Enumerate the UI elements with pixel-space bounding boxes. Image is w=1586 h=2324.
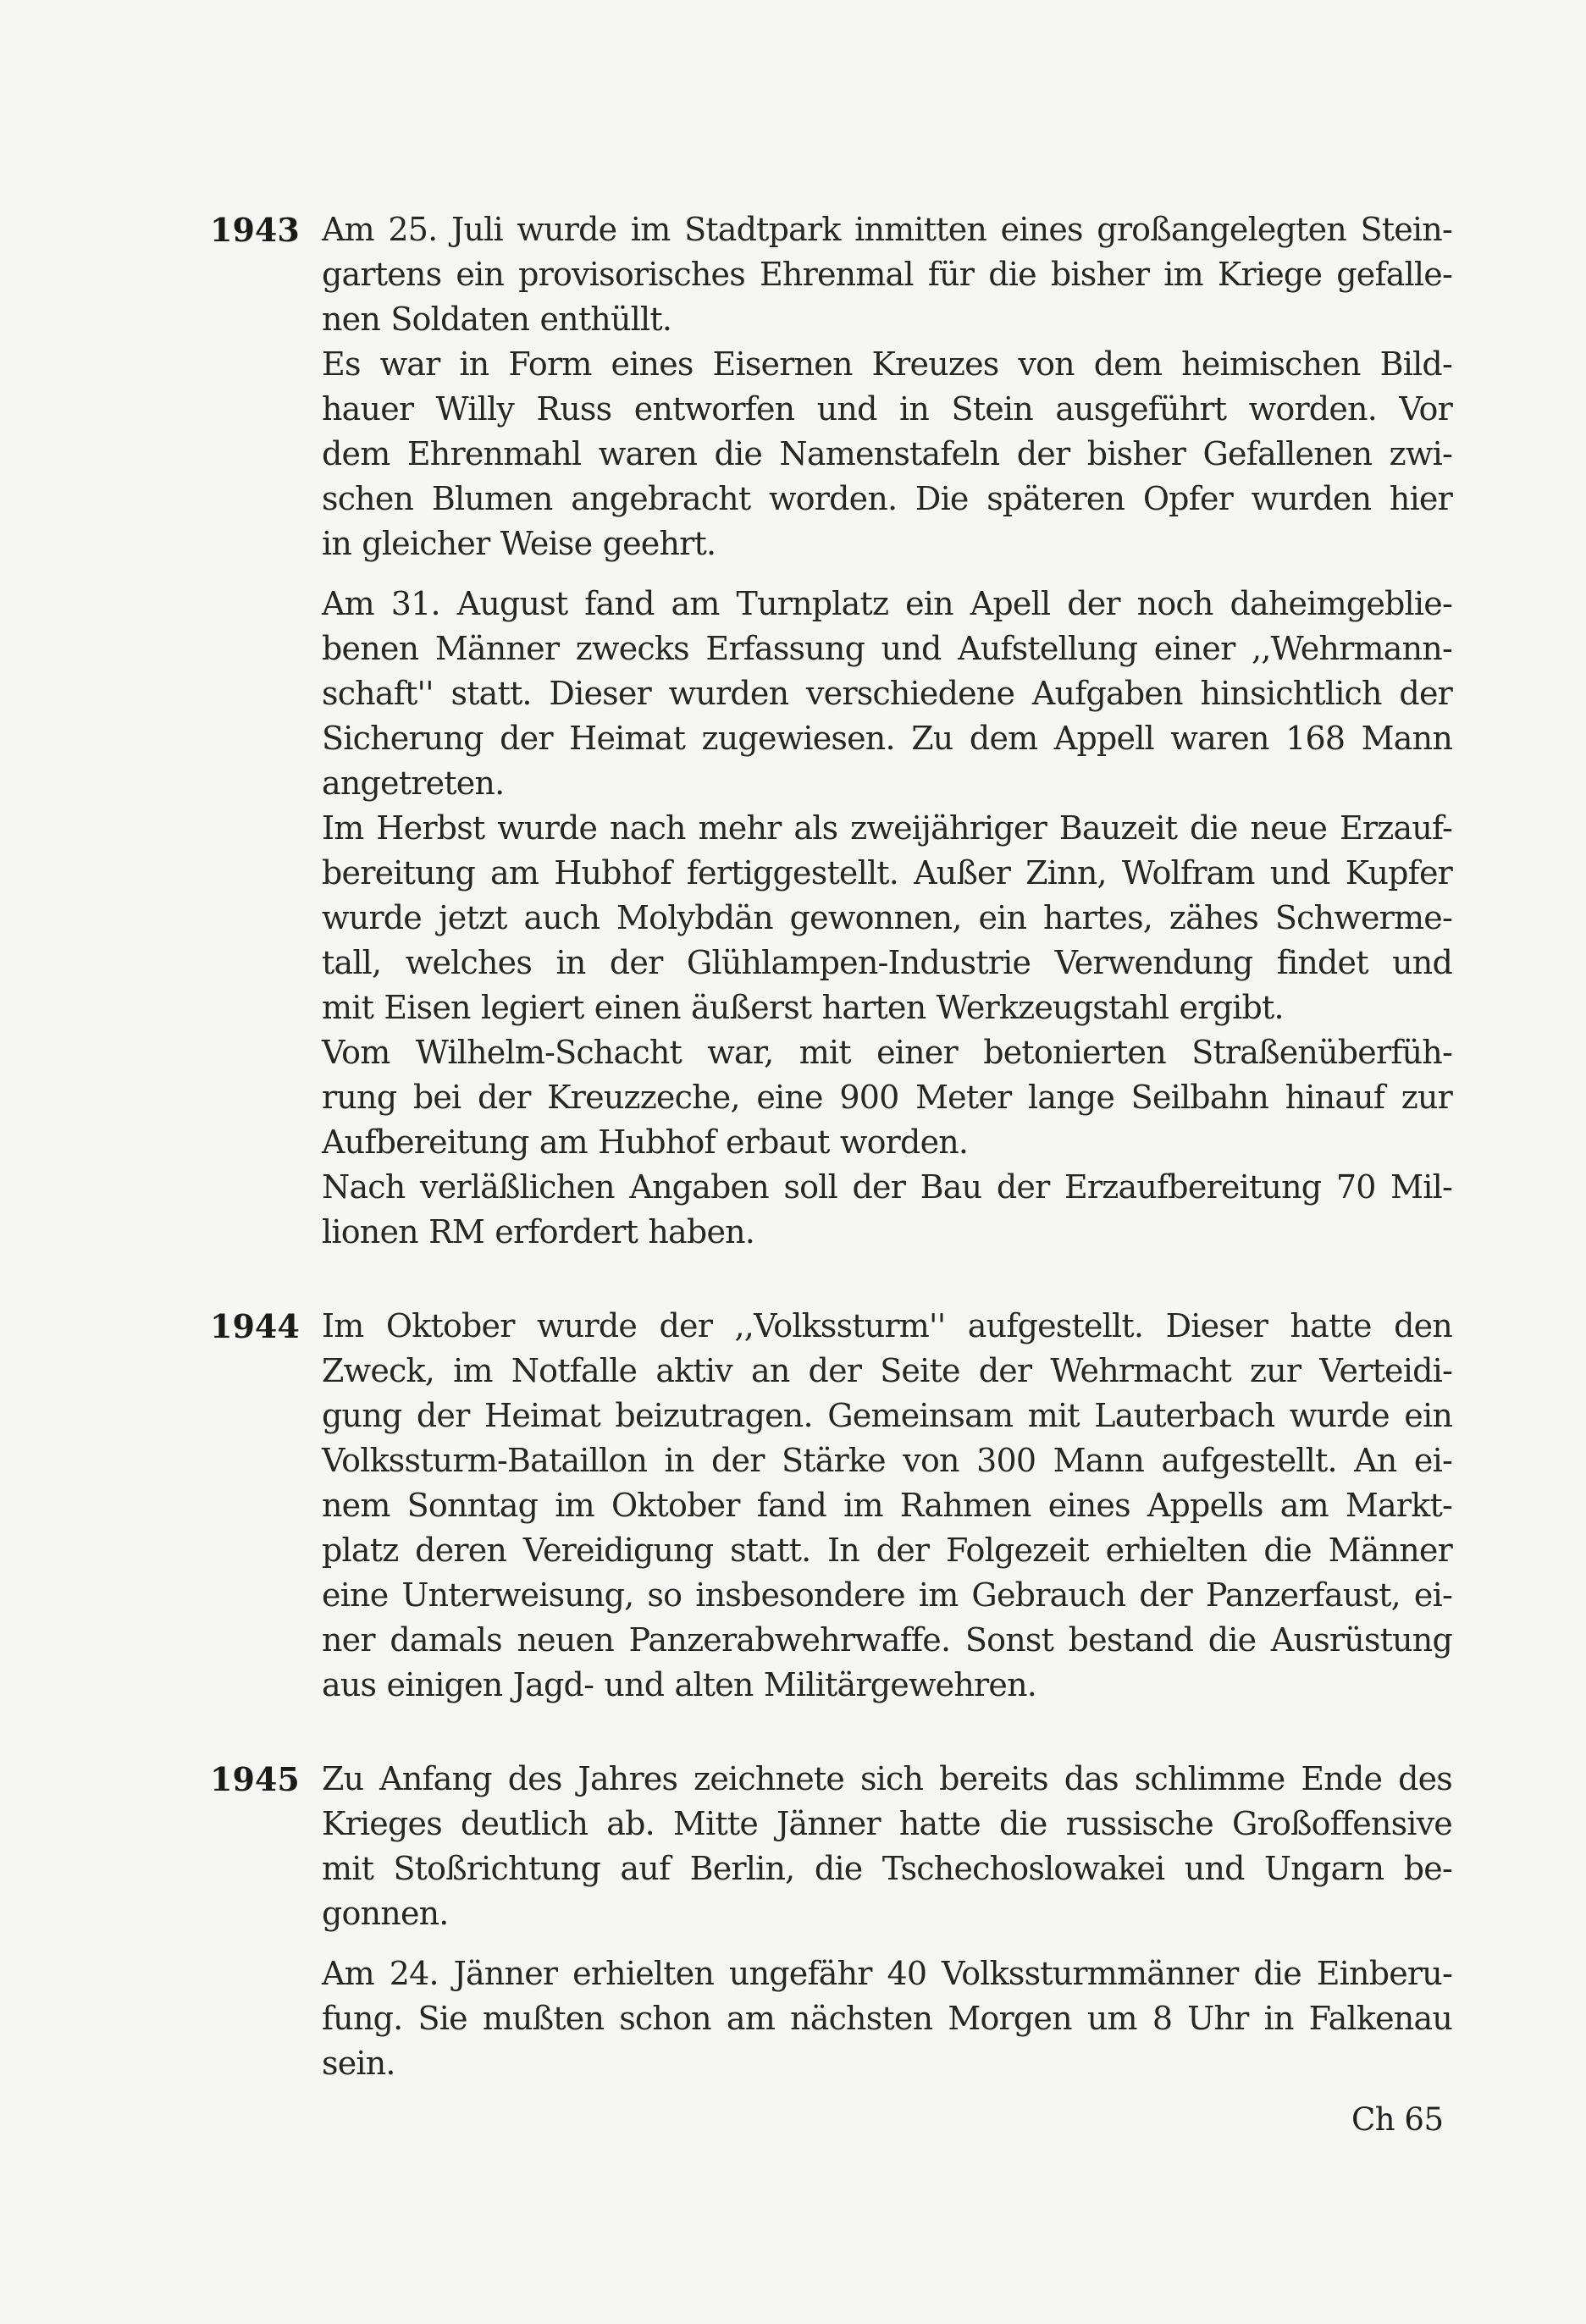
- text-line: benen Männer zwecks Erfassung und Aufstellung einer ,,Wehrmann-: [322, 630, 1452, 667]
- text-line: nem Sonntag im Oktober fand im Rahmen eines Appells am Markt-: [322, 1487, 1452, 1524]
- paragraph: [322, 1757, 1452, 1936]
- text-line: nen Soldaten enthüllt.: [322, 301, 672, 338]
- text-line: schaft'' statt. Dieser wurden verschiedene Aufgaben hinsichtlich der: [322, 675, 1452, 712]
- text-line: gartens ein provisorisches Ehrenmal für die bisher im Kriege gefalle-: [322, 256, 1452, 293]
- text-line: Sicherung der Heimat zugewiesen. Zu dem Appell waren 168 Mann: [322, 720, 1452, 757]
- text-line: Im Oktober wurde der ,,Volkssturm'' aufgestellt. Dieser hatte den: [322, 1307, 1452, 1344]
- text-line: gonnen.: [322, 1895, 449, 1932]
- text-line: Am 24. Jänner erhielten ungefähr 40 Volkssturmmänner die Einberu-: [322, 1955, 1452, 1992]
- text-line: dem Ehrenmahl waren die Namenstafeln der bisher Gefallenen zwi-: [322, 435, 1452, 472]
- text-line: hauer Willy Russ entworfen und in Stein ausgeführt worden. Vor: [322, 390, 1452, 428]
- text-line: wurde jetzt auch Molybdän gewonnen, ein hartes, zähes Schwerme-: [322, 899, 1452, 936]
- text-line: angetreten.: [322, 765, 505, 802]
- text-line: schen Blumen angebracht worden. Die späteren Opfer wurden hier: [322, 480, 1452, 517]
- text-line: Zweck, im Notfalle aktiv an der Seite der Wehrmacht zur Verteidi-: [322, 1352, 1452, 1389]
- entry-text: [322, 207, 1452, 1270]
- text-line: Krieges deutlich ab. Mitte Jänner hatte die russische Großoffensive: [322, 1805, 1452, 1842]
- text-line: Am 31. August fand am Turnplatz ein Apell der noch daheimgeblie-: [322, 585, 1452, 622]
- text-line: mit Stoßrichtung auf Berlin, die Tschechoslowakei und Ungarn be-: [322, 1850, 1452, 1887]
- text-line: Am 25. Juli wurde im Stadtpark inmitten eines großangelegten Stein-: [322, 211, 1452, 248]
- text-line: bereitung am Hubhof fertiggestellt. Außer Zinn, Wolfram und Kupfer: [322, 854, 1452, 892]
- text-line: mit Eisen legiert einen äußerst harten Werkzeugstahl ergibt.: [322, 989, 1284, 1026]
- text-line: ner damals neuen Panzerabwehrwaffe. Sonst bestand die Ausrüstung: [322, 1621, 1452, 1659]
- text-line: Zu Anfang des Jahres zeichnete sich bereits das schlimme Ende des: [322, 1760, 1452, 1797]
- text-line: Es war in Form eines Eisernen Kreuzes von dem heimischen Bild-: [322, 345, 1452, 383]
- text-line: Aufbereitung am Hubhof erbaut worden.: [322, 1123, 969, 1161]
- text-line: lionen RM erfordert haben.: [322, 1213, 755, 1250]
- text-line: Im Herbst wurde nach mehr als zweijähriger Bauzeit die neue Erzauf-: [322, 809, 1452, 847]
- paragraph: [322, 1951, 1452, 2086]
- text-line: Vom Wilhelm-Schacht war, mit einer betonierten Straßenüberfüh-: [322, 1034, 1452, 1071]
- entry-text: [322, 1757, 1452, 2101]
- text-line: rung bei der Kreuzzeche, eine 900 Meter lange Seilbahn hinauf zur: [322, 1079, 1452, 1116]
- text-line: platz deren Vereidigung statt. In der Folgezeit erhielten die Männer: [322, 1532, 1452, 1569]
- text-line: tall, welches in der Glühlampen-Industrie Verwendung findet und: [322, 944, 1452, 981]
- text-line: aus einigen Jagd- und alten Militärgewehren.: [322, 1666, 1037, 1703]
- page-number: Ch 65: [1351, 2101, 1444, 2138]
- text-line: sein.: [322, 2045, 395, 2082]
- entry-text: [322, 1304, 1452, 1723]
- text-line: fung. Sie mußten schon am nächsten Morgen um 8 Uhr in Falkenau: [322, 2000, 1452, 2037]
- year-label: 1943: [210, 211, 300, 249]
- year-label: 1945: [210, 1760, 300, 1798]
- paragraph: [322, 1304, 1452, 1708]
- paragraph: [322, 582, 1452, 1255]
- text-line: in gleicher Weise geehrt.: [322, 525, 716, 562]
- paragraph: [322, 207, 1452, 566]
- year-label: 1944: [210, 1307, 300, 1345]
- text-line: gung der Heimat beizutragen. Gemeinsam mit Lauterbach wurde ein: [322, 1397, 1452, 1434]
- text-line: Volkssturm-Bataillon in der Stärke von 300 Mann aufgestellt. An ei-: [322, 1442, 1452, 1479]
- text-line: Nach verläßlichen Angaben soll der Bau der Erzaufbereitung 70 Mil-: [322, 1168, 1452, 1206]
- text-line: eine Unterweisung, so insbesondere im Gebrauch der Panzerfaust, ei-: [322, 1576, 1452, 1614]
